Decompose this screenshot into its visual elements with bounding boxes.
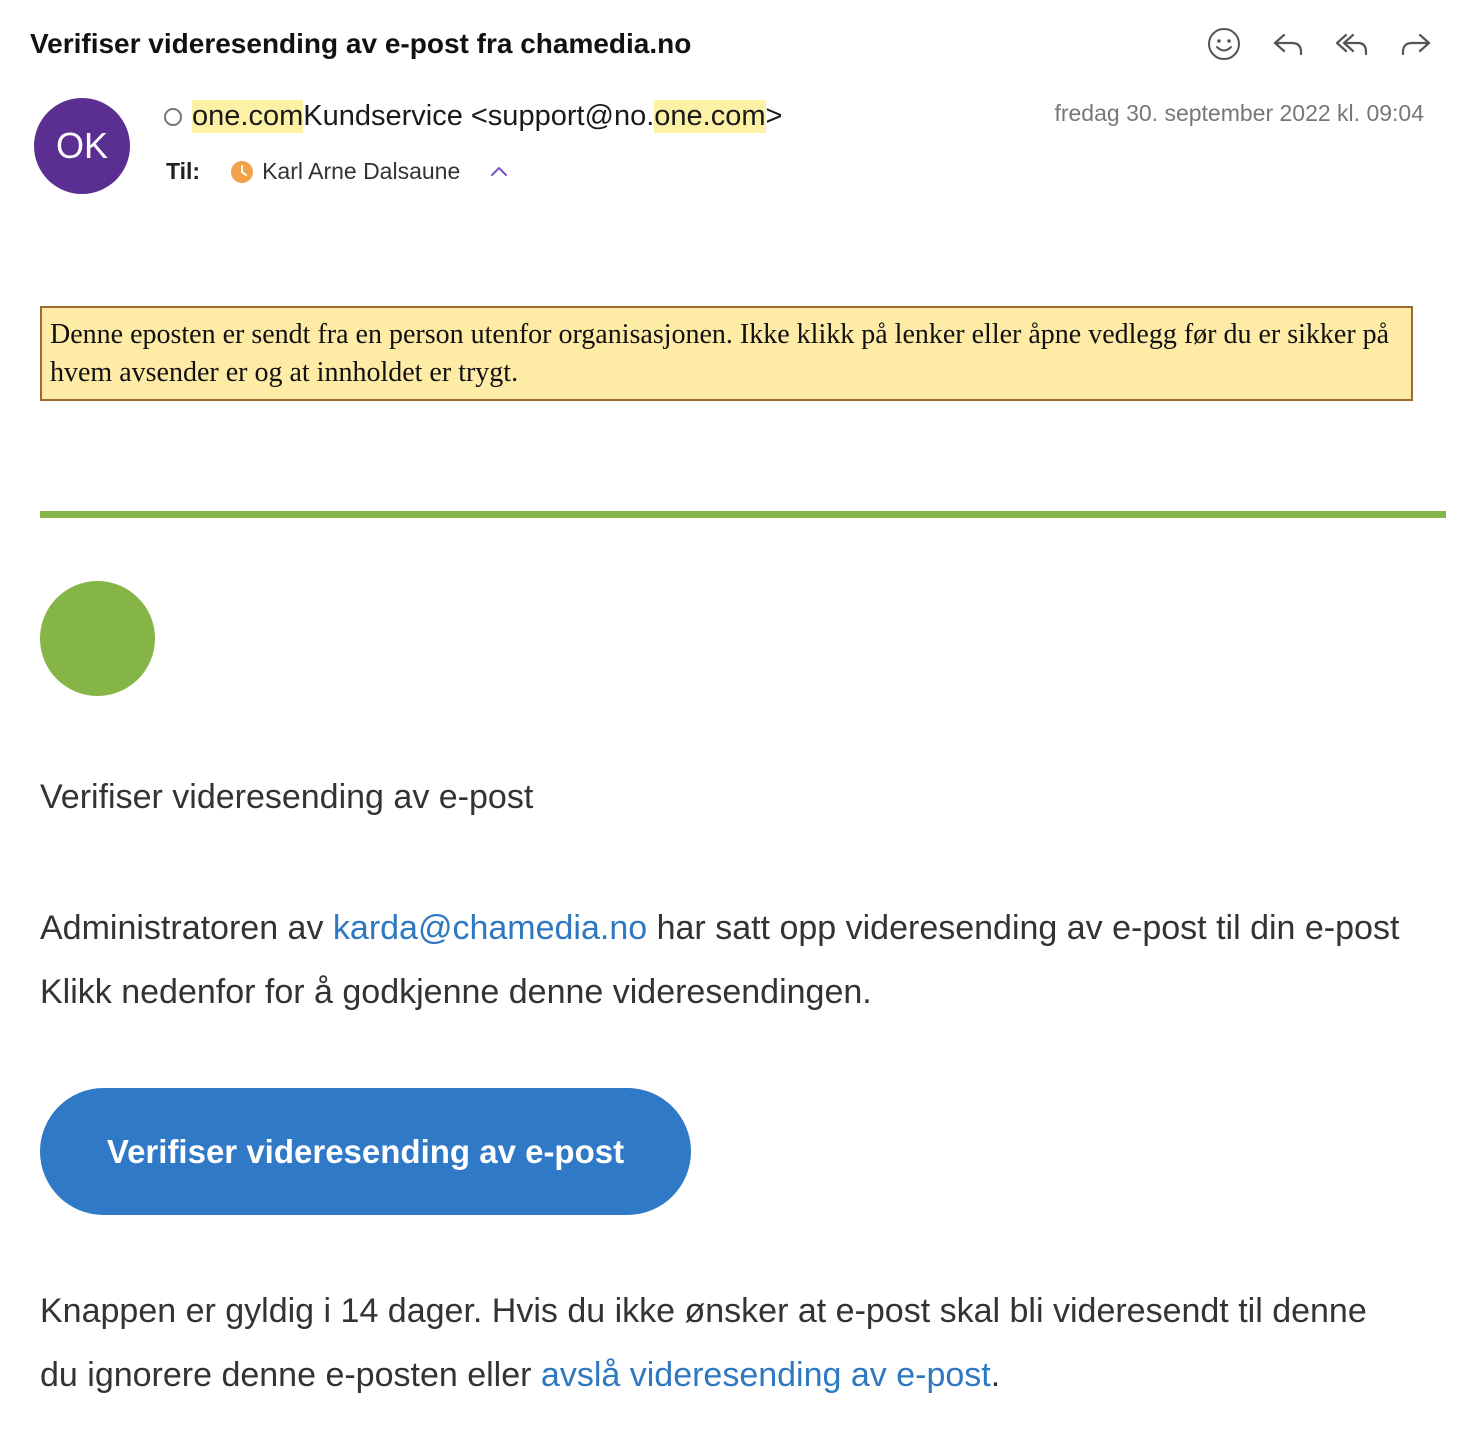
reply-all-button[interactable] (1334, 26, 1370, 62)
reply-button[interactable] (1270, 26, 1306, 62)
notice-line-1 (40, 896, 1446, 960)
email-date: fredag 30. september 2022 kl. 09:04 (1054, 100, 1424, 126)
admin-email-link[interactable]: karda@chamedia.no (332, 909, 648, 947)
verify-forwarding-button[interactable]: Verifiser videresending av e-post (40, 1088, 691, 1215)
sender-avatar[interactable]: OK (34, 98, 130, 194)
sender-name-rest: Kundservice <support@no. (303, 100, 655, 132)
recipients-line (166, 158, 510, 185)
validity-end: . (990, 1356, 1001, 1394)
external-sender-warning: Denne eposten er sendt fra en person utenfor organisasjonen. Ikke klikk på lenker eller åpne vedlegg før du er sikker på hvem avsender er og at innholdet er trygt. (40, 306, 1413, 401)
message-toolbar (1206, 26, 1434, 62)
emoji-reaction-button[interactable] (1206, 26, 1242, 62)
chevron-up-icon[interactable] (488, 161, 510, 183)
reply-all-icon (1334, 26, 1370, 62)
unread-indicator-icon[interactable] (164, 108, 182, 126)
sender-closing: > (765, 100, 783, 132)
sender-name-highlight: one.com (192, 100, 304, 132)
emoji-icon (1206, 26, 1242, 62)
recipient-name[interactable]: Karl Arne Dalsaune (262, 158, 461, 184)
forward-icon (1398, 26, 1434, 62)
reply-icon (1270, 26, 1306, 62)
validity-line-1: Knappen er gyldig i 14 dager. Hvis du ikke ønsker at e-post skal bli videresendt til denne (40, 1292, 1367, 1330)
green-divider (40, 511, 1446, 518)
logo-circle (40, 581, 155, 696)
clock-icon (230, 160, 254, 184)
email-subject: Verifiser videresending av e-post fra chamedia.no (30, 28, 692, 59)
validity-line-2 (40, 1343, 1446, 1407)
validity-text: du ignorere denne e-posten eller (40, 1356, 541, 1394)
forwarding-notice (40, 896, 1446, 1024)
decline-forwarding-link[interactable]: avslå videresending av e-post (540, 1356, 991, 1394)
body-heading: Verifiser videresending av e-post (40, 778, 534, 816)
notice-line-2: Klikk nedenfor for å godkjenne denne videresendingen. (40, 973, 872, 1011)
sender-line[interactable] (164, 100, 782, 133)
sender-email-highlight: one.com (654, 100, 766, 132)
notice-text-cont: har satt opp videresending av e-post til din e-post (647, 909, 1400, 947)
notice-text: Administratoren av (40, 909, 333, 947)
to-label: Til: (166, 158, 201, 184)
forward-button[interactable] (1398, 26, 1434, 62)
validity-notice (40, 1279, 1446, 1407)
